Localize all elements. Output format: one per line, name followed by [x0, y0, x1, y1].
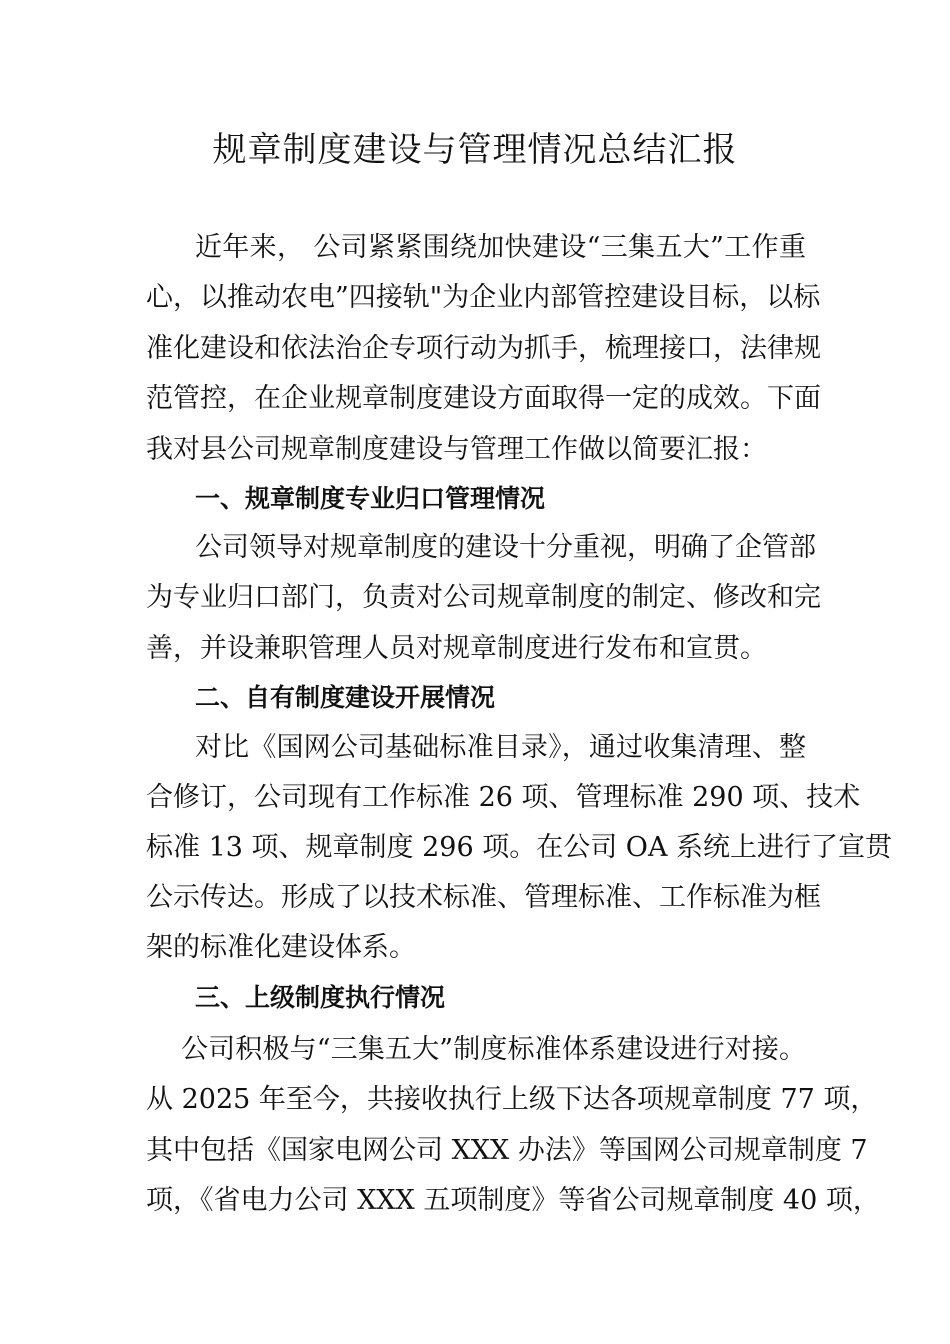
paragraph-line: 对比《国网公司基础标准目录》，通过收集清理、整 — [195, 732, 806, 763]
paragraph-line: 项，《省电力公司 XXX 五项制度》等省公司规章制度 40 项， — [146, 1185, 880, 1216]
paragraph-line: 我对县公司规章制度建设与管理工作做以简要汇报： — [146, 434, 767, 465]
section-heading: 二、自有制度建设开展情况 — [195, 683, 496, 712]
paragraph-line: 公司领导对规章制度的建设十分重视，明确了企管部 — [195, 532, 816, 563]
paragraph-line: 标准 13 项、规章制度 296 项。在公司 OA 系统上进行了宣贯 — [146, 832, 893, 863]
paragraph-line: 为专业归口部门，负责对公司规章制度的制定、修改和完 — [146, 582, 821, 613]
paragraph-line: 合修订，公司现有工作标准 26 项、管理标准 290 项、技术 — [146, 782, 861, 813]
paragraph-line: 范管控，在企业规章制度建设方面取得一定的成效。下面 — [146, 383, 821, 414]
paragraph-line: 架的标准化建设体系。 — [146, 932, 416, 963]
paragraph-line: 准化建设和依法治企专项行动为抓手，梳理接口，法律规 — [146, 333, 821, 364]
document-title: 规章制度建设与管理情况总结汇报 — [212, 130, 738, 170]
paragraph-line: 公司积极与“三集五大”制度标准体系建设进行对接。 — [181, 1034, 806, 1065]
paragraph-line: 其中包括《国家电网公司 XXX 办法》等国网公司规章制度 7 — [146, 1135, 868, 1166]
paragraph-line: 从 2025 年至今，共接收执行上级下达各项规章制度 77 项， — [146, 1084, 878, 1115]
paragraph-line: 公示传达。形成了以技术标准、管理标准、工作标准为框 — [146, 882, 821, 913]
section-heading: 一、规章制度专业归口管理情况 — [195, 484, 546, 513]
paragraph-line: 近年来， 公司紧紧围绕加快建设“三集五大”工作重 — [195, 232, 806, 263]
paragraph-line: 心，以推动农电”四接轨"为企业内部管控建设目标，以标 — [146, 282, 821, 313]
paragraph-line: 善，并设兼职管理人员对规章制度进行发布和宣贯。 — [146, 633, 767, 664]
section-heading: 三、上级制度执行情况 — [195, 983, 446, 1012]
